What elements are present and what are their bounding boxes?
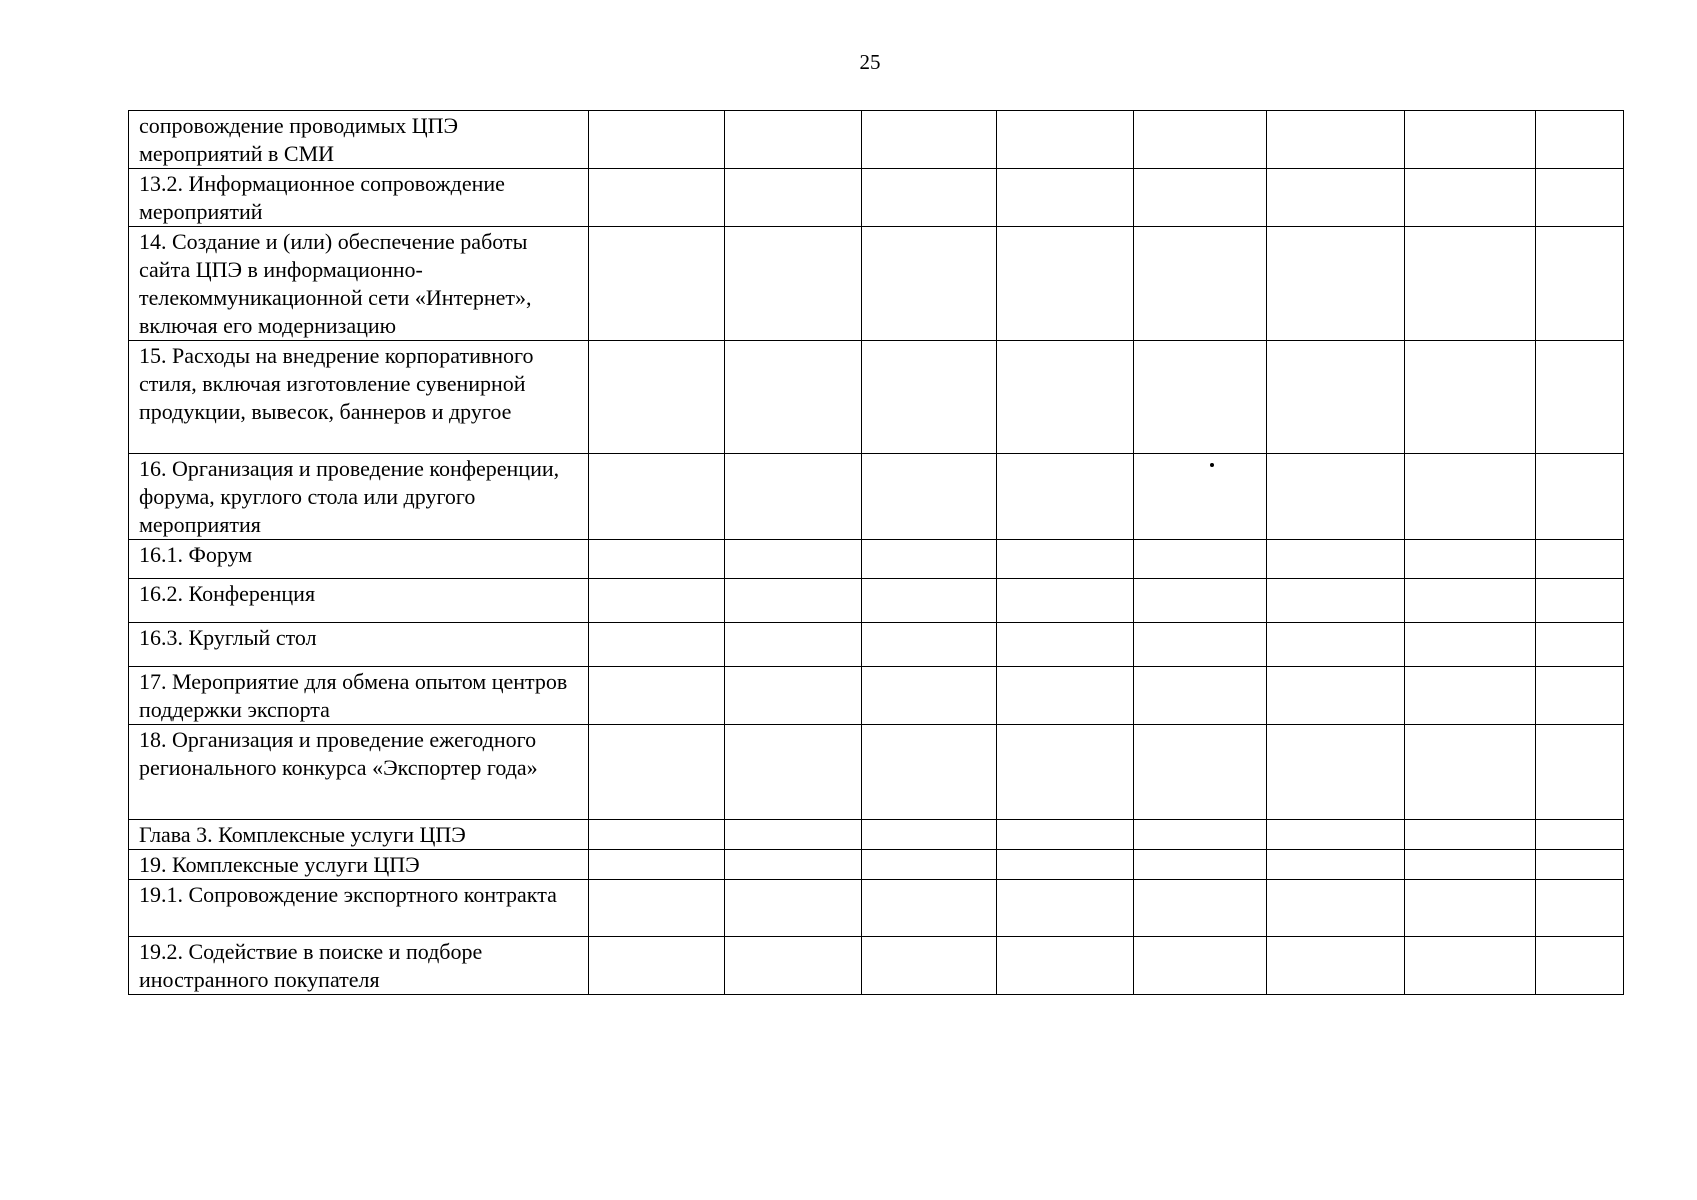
empty-value-cell <box>589 227 725 341</box>
row-label-cell: 14. Создание и (или) обеспечение работы сайта ЦПЭ в информационно-телекоммуникационной сети «Интернет», включая его модернизацию <box>129 227 589 341</box>
row-label-cell: 19.1. Сопровождение экспортного контракта <box>129 880 589 937</box>
empty-value-cell <box>1134 227 1267 341</box>
empty-value-cell <box>1405 820 1536 850</box>
page-number: 25 <box>859 50 881 74</box>
empty-value-cell <box>1536 111 1624 169</box>
empty-value-cell <box>862 725 997 820</box>
empty-value-cell <box>997 579 1134 623</box>
empty-value-cell <box>725 111 862 169</box>
empty-value-cell <box>862 341 997 454</box>
empty-value-cell <box>862 169 997 227</box>
empty-value-cell <box>1134 169 1267 227</box>
empty-value-cell <box>725 579 862 623</box>
empty-value-cell <box>997 623 1134 667</box>
empty-value-cell <box>589 454 725 540</box>
empty-value-cell <box>1267 850 1405 880</box>
table-row <box>129 937 1624 995</box>
table-row <box>129 540 1624 579</box>
empty-value-cell <box>862 227 997 341</box>
empty-value-cell <box>725 880 862 937</box>
empty-value-cell <box>862 540 997 579</box>
empty-value-cell <box>725 227 862 341</box>
empty-value-cell <box>1536 454 1624 540</box>
empty-value-cell <box>1134 540 1267 579</box>
empty-value-cell <box>725 623 862 667</box>
empty-value-cell <box>725 169 862 227</box>
row-label-cell: 16.1. Форум <box>129 540 589 579</box>
empty-value-cell <box>1267 667 1405 725</box>
empty-value-cell <box>1536 880 1624 937</box>
empty-value-cell <box>589 850 725 880</box>
empty-value-cell <box>862 454 997 540</box>
empty-value-cell <box>1405 880 1536 937</box>
empty-value-cell <box>862 111 997 169</box>
empty-value-cell <box>1267 227 1405 341</box>
row-label-cell: 18. Организация и проведение ежегодного регионального конкурса «Экспортер года» <box>129 725 589 820</box>
empty-value-cell <box>1536 169 1624 227</box>
row-label-cell: 17. Мероприятие для обмена опытом центров поддержки экспорта <box>129 667 589 725</box>
row-label-cell: 19.2. Содействие в поиске и подборе иностранного покупателя <box>129 937 589 995</box>
empty-value-cell <box>589 937 725 995</box>
empty-value-cell <box>1405 667 1536 725</box>
table-row <box>129 820 1624 850</box>
row-label-cell: 13.2. Информационное сопровождение мероприятий <box>129 169 589 227</box>
empty-value-cell <box>1405 227 1536 341</box>
empty-value-cell <box>589 169 725 227</box>
empty-value-cell <box>1405 623 1536 667</box>
table-row <box>129 579 1624 623</box>
empty-value-cell <box>1536 725 1624 820</box>
empty-value-cell <box>1536 579 1624 623</box>
empty-value-cell <box>862 880 997 937</box>
empty-value-cell <box>589 623 725 667</box>
empty-value-cell <box>725 820 862 850</box>
empty-value-cell <box>997 937 1134 995</box>
empty-value-cell <box>1536 540 1624 579</box>
empty-value-cell <box>862 623 997 667</box>
empty-value-cell <box>1405 341 1536 454</box>
row-label-cell: 19. Комплексные услуги ЦПЭ <box>129 850 589 880</box>
empty-value-cell <box>997 111 1134 169</box>
empty-value-cell <box>997 227 1134 341</box>
table-row <box>129 169 1624 227</box>
empty-value-cell <box>589 111 725 169</box>
table-row <box>129 454 1624 540</box>
row-label-cell: 16.2. Конференция <box>129 579 589 623</box>
empty-value-cell <box>725 667 862 725</box>
empty-value-cell <box>862 820 997 850</box>
empty-value-cell <box>997 540 1134 579</box>
table-row <box>129 341 1624 454</box>
budget-table <box>128 110 1624 995</box>
empty-value-cell <box>1134 880 1267 937</box>
empty-value-cell <box>725 341 862 454</box>
empty-value-cell <box>1536 937 1624 995</box>
empty-value-cell <box>862 579 997 623</box>
empty-value-cell <box>1267 454 1405 540</box>
empty-value-cell <box>589 820 725 850</box>
empty-value-cell <box>1267 623 1405 667</box>
table-body <box>129 111 1624 995</box>
empty-value-cell <box>997 850 1134 880</box>
stray-dot-mark <box>1210 463 1214 467</box>
empty-value-cell <box>725 540 862 579</box>
empty-value-cell <box>1536 341 1624 454</box>
empty-value-cell <box>1267 820 1405 850</box>
empty-value-cell <box>997 820 1134 850</box>
row-label-cell: Глава 3. Комплексные услуги ЦПЭ <box>129 820 589 850</box>
empty-value-cell <box>997 880 1134 937</box>
empty-value-cell <box>1405 579 1536 623</box>
empty-value-cell <box>1267 111 1405 169</box>
empty-value-cell <box>1536 820 1624 850</box>
table-row <box>129 880 1624 937</box>
empty-value-cell <box>1134 850 1267 880</box>
row-label-cell: 16. Организация и проведение конференции, форума, круглого стола или другого мероприятия <box>129 454 589 540</box>
empty-value-cell <box>1267 579 1405 623</box>
empty-value-cell <box>725 850 862 880</box>
empty-value-cell <box>1134 341 1267 454</box>
empty-value-cell <box>1536 667 1624 725</box>
empty-value-cell <box>1267 540 1405 579</box>
empty-value-cell <box>862 667 997 725</box>
table-row <box>129 725 1624 820</box>
empty-value-cell <box>1405 725 1536 820</box>
empty-value-cell <box>589 540 725 579</box>
empty-value-cell <box>1405 540 1536 579</box>
empty-value-cell <box>1134 623 1267 667</box>
empty-value-cell <box>589 725 725 820</box>
empty-value-cell <box>1405 111 1536 169</box>
empty-value-cell <box>725 937 862 995</box>
empty-value-cell <box>1267 169 1405 227</box>
row-label-cell: 16.3. Круглый стол <box>129 623 589 667</box>
empty-value-cell <box>1267 725 1405 820</box>
empty-value-cell <box>1134 820 1267 850</box>
empty-value-cell <box>1405 454 1536 540</box>
empty-value-cell <box>589 880 725 937</box>
empty-value-cell <box>862 937 997 995</box>
table-row <box>129 850 1624 880</box>
row-label-cell: сопровождение проводимых ЦПЭ мероприятий в СМИ <box>129 111 589 169</box>
table-row <box>129 227 1624 341</box>
empty-value-cell <box>589 579 725 623</box>
empty-value-cell <box>1134 725 1267 820</box>
table-row <box>129 667 1624 725</box>
empty-value-cell <box>1134 667 1267 725</box>
empty-value-cell <box>862 850 997 880</box>
empty-value-cell <box>725 725 862 820</box>
empty-value-cell <box>725 454 862 540</box>
empty-value-cell <box>1536 850 1624 880</box>
empty-value-cell <box>997 725 1134 820</box>
empty-value-cell <box>589 667 725 725</box>
table-row <box>129 623 1624 667</box>
empty-value-cell <box>1405 850 1536 880</box>
empty-value-cell <box>997 341 1134 454</box>
empty-value-cell <box>1267 880 1405 937</box>
empty-value-cell <box>1405 169 1536 227</box>
table-row <box>129 111 1624 169</box>
empty-value-cell <box>1134 579 1267 623</box>
empty-value-cell <box>1134 454 1267 540</box>
empty-value-cell <box>1267 341 1405 454</box>
empty-value-cell <box>997 454 1134 540</box>
empty-value-cell <box>997 667 1134 725</box>
empty-value-cell <box>1536 227 1624 341</box>
empty-value-cell <box>1536 623 1624 667</box>
empty-value-cell <box>1134 937 1267 995</box>
empty-value-cell <box>1405 937 1536 995</box>
empty-value-cell <box>589 341 725 454</box>
empty-value-cell <box>1267 937 1405 995</box>
empty-value-cell <box>997 169 1134 227</box>
empty-value-cell <box>1134 111 1267 169</box>
row-label-cell: 15. Расходы на внедрение корпоративного стиля, включая изготовление сувенирной продукции, вывесок, баннеров и другое <box>129 341 589 454</box>
